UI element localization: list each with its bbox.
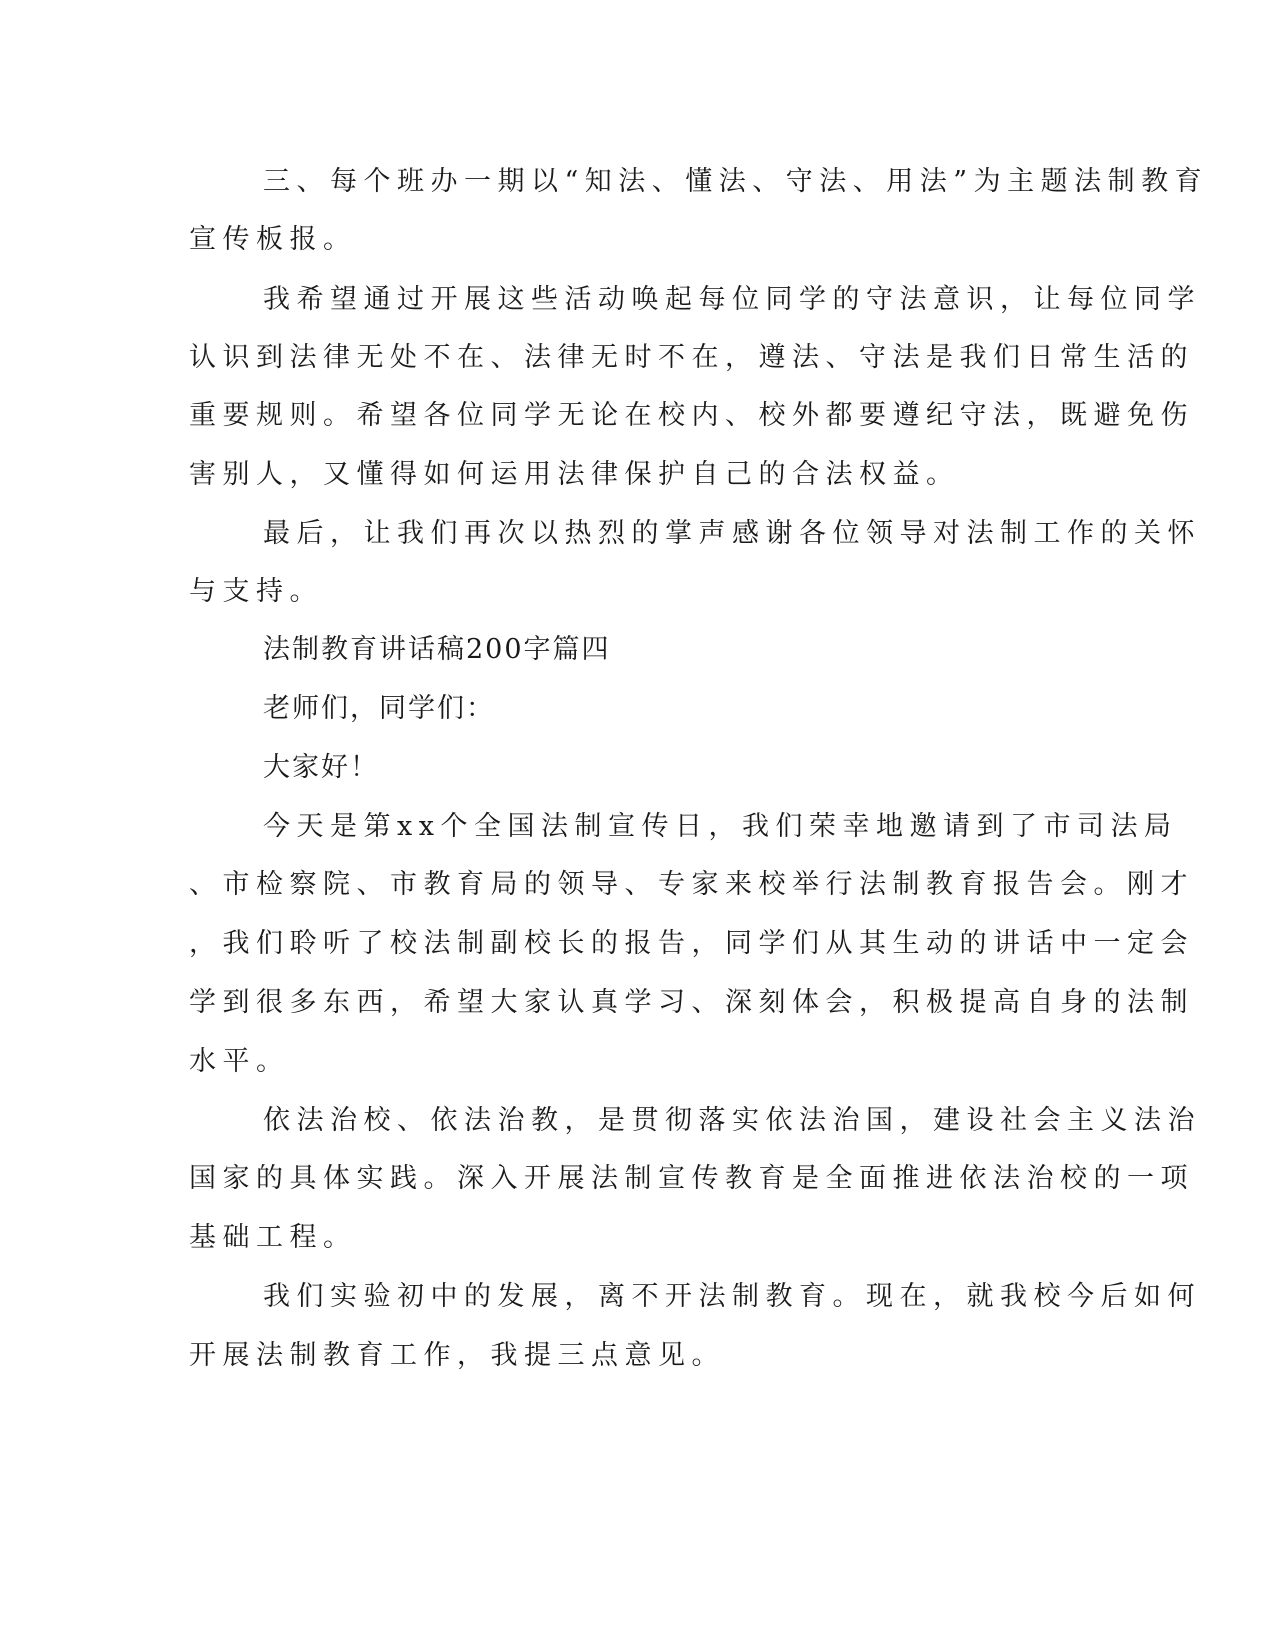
text-line: 基础工程。 <box>189 1222 357 1253</box>
salutation: 老师们，同学们： <box>263 693 495 724</box>
text-line: 开展法制教育工作，我提三点意见。 <box>189 1340 725 1371</box>
text-line: 认识到法律无处不在、法律无时不在，遵法、守法是我们日常生活的 <box>189 342 1194 373</box>
text-line: 最后，让我们再次以热烈的掌声感谢各位领导对法制工作的关怀 <box>263 518 1201 549</box>
text-line: 学到很多东西，希望大家认真学习、深刻体会，积极提高自身的法制 <box>189 987 1194 1018</box>
text-line: 宣传板报。 <box>189 224 357 255</box>
section-heading: 法制教育讲话稿200字篇四 <box>263 634 611 665</box>
text-line: 我们实验初中的发展，离不开法制教育。现在，就我校今后如何 <box>263 1281 1201 1312</box>
text-line: 与支持。 <box>189 576 323 607</box>
text-line: 我希望通过开展这些活动唤起每位同学的守法意识，让每位同学 <box>263 284 1201 315</box>
text-line: 国家的具体实践。深入开展法制宣传教育是全面推进依法治校的一项 <box>189 1163 1194 1194</box>
text-line: 今天是第xx个全国法制宣传日，我们荣幸地邀请到了市司法局 <box>263 811 1178 842</box>
text-line: 依法治校、依法治教，是贯彻落实依法治国，建设社会主义法治 <box>263 1105 1201 1136</box>
greeting: 大家好！ <box>263 752 379 783</box>
text-line: 重要规则。希望各位同学无论在校内、校外都要遵纪守法，既避免伤 <box>189 400 1194 431</box>
text-line: ，我们聆听了校法制副校长的报告，同学们从其生动的讲话中一定会 <box>189 928 1194 959</box>
text-line: 、市检察院、市教育局的领导、专家来校举行法制教育报告会。刚才 <box>189 869 1194 900</box>
text-line: 三、每个班办一期以“知法、懂法、守法、用法”为主题法制教育 <box>263 166 1209 197</box>
text-line: 水平。 <box>189 1046 290 1077</box>
text-line: 害别人，又懂得如何运用法律保护自己的合法权益。 <box>189 459 960 490</box>
